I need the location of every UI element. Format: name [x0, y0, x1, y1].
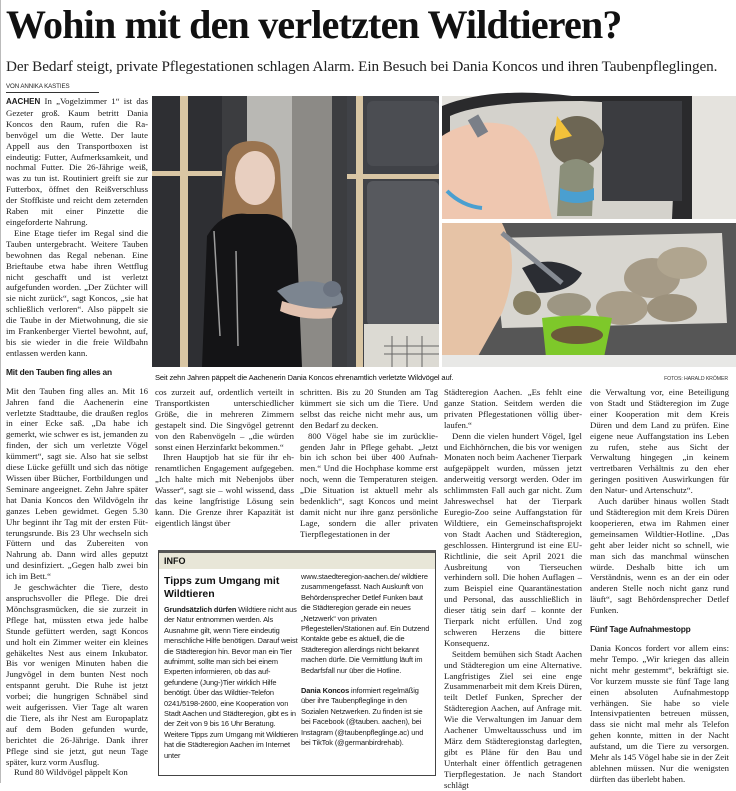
paragraph: Mit den Tauben fing alles an. Mit 16 Jahren fand die Aachenerin eine verletzte Stadttaube, die draußen reglos in einer Ecke saß. „Da habe ich gemerkt, wie schwer es ist, jemanden zu finden, der sich um verletzte Vögel kümmert“, sagt sie. Also hat sie selbst diese Lücke gefüllt und sich das nötige Wissen über Bücher, Fortbildungen und Seminare angeeignet. Zehn Jahre später hat Dania Koncos den Wildvögeln ihr ganzes Leben gewidmet. Gegen 5.30 Uhr beginnt ihr Tag mit der ersten Fütterungsrunde. Bis 23 Uhr wechseln sich Füttern und das Zubereiten von Nahrung ab. Dann wird alles geputzt und desinfiziert. „Gegen halb zwei bin ich im Bett.“ [6, 385, 148, 582]
info-lead: Dania Koncos [301, 686, 350, 696]
photo-woman-image [152, 96, 439, 367]
article-column-1 [6, 96, 148, 778]
paragraph: die Verwaltung vor, eine Beteiligung von Stadt und Städteregion im Zuge einer Kooperation mit dem Kreis Düren und dem Land zu prüfen. Eine eigene neue Auffangstation ins Leben zu rufen, stehe aus Sicht der Verwaltung hingegen „in keinem vertretbaren Verhältnis zu den eher geringen positiven Auswirkungen für den Natur- und Artenschutz“. [590, 387, 729, 496]
info-box [158, 550, 436, 776]
paragraph: Denn die vielen hundert Vögel, Igel und Eichhörnchen, die bis vor wenigen Monaten noch beim Aachener Tierpark aufgepäppelt wurden, müssen jetzt anderweitig versorgt werden. Oder im schlimmsten Fall auch gar nicht. Zum Jahreswechsel hat der Tierpark Euregio-Zoo seine Auffangstation für Wildtiere, ein Gemeinschaftsprojekt von Stadt Aachen und Städteregion, geschlossen. Hintergrund ist eine EU-Richtlinie, die seit April 2021 die Ausbreitung von Tierseuchen verhindern soll. Die hohen Auflagen – zum Beispiel eine Quarantänestation und Personal, das ausschließlich in dieser tätig sein darf – konnte der Tierpark nicht erfüllen. Und zog schweren Herzens die bittere Konsequenz. [444, 430, 582, 648]
section-heading: Mit den Tauben fing alles an [6, 366, 112, 377]
paragraph: Seitdem bemühen sich Stadt Aachen und Städteregion um eine Alternative. Langfristiges Ziel sei eine enge Zusammenarbeit mit dem Kreis Düren, teilt Detlef Funken, Sprecher der Städteregion Aachen, auf Anfrage mit. Wie die Verwaltungen im Januar dem Aachener Umweltausschuss und im März dem Städteregionstag darlegten, gibt es Pläne für den Bau und Unterhalt einer öffentlich getragenen Tierpflegestation. Je nach Standort schlägt [444, 648, 582, 790]
paragraph: 800 Vögel habe sie im zurückliegenden Jahr in Pflege gehabt. „Jetzt bin ich schon bei über 400 Aufnahmen.“ Und die Hochphase komme erst noch, wenn die Temperaturen steigen. „Die Situation ist aktuell mehr als bedenklich“, sagt Koncos und meint damit nicht nur ihre ganz persönliche Lage, sondern die aller privaten Tierpflegestationen in der [300, 430, 438, 539]
paragraph: Städteregion Aachen. „Es fehlt eine ganze Station. Seitdem werden die privaten Pflegestationen völlig überlaufen.“ [444, 387, 582, 430]
photo-woman-with-pigeon [152, 96, 439, 367]
section-heading: Fünf Tage Aufnahmestopp [590, 624, 691, 635]
article-column-2 [155, 387, 294, 529]
article-column-4 [444, 387, 582, 791]
subheadline: Der Bedarf steigt, private Pflegestationen schlagen Alarm. Ein Besuch bei Dania Koncos und ihren Taubenpfleglingen. [6, 58, 718, 75]
headline: Wohin mit den verletzten Wildtieren? [6, 2, 622, 47]
paragraph: Auch darüber hinaus wollen Stadt und Städteregion mit dem Kreis Düren kooperieren, etwa im Rahmen einer gemeinsamen Wildtier-Hotline. „Das geht aber leider nicht so schnell, wie man sich das manchmal wünschen würde. Deshalb bitte ich um Verständnis, wenn es an der ein oder anderen Stelle noch nicht ganz rund läuft“, sagt Behördensprecher Detlef Funken. [590, 496, 729, 616]
photo-caption: Seit zehn Jahren päppelt die Aachenerin Dania Koncos ehrenamtlich verletzte Wildvögel auf. [155, 373, 454, 382]
paragraph: Rund 80 Wildvögel päppelt Kon [14, 767, 128, 778]
paragraph: cos zurzeit auf, ordentlich verteilt in Transportkisten unterschiedlicher Größe, die in mehreren Zimmern gestapelt sind. Die Singvögel getrennt von den Rabenvögeln – „die würden sonst einen Herzinfarkt bekommen.“ [155, 387, 294, 452]
byline: VON ANNIKA KASTIES [6, 83, 99, 93]
info-text: Wildtiere nicht aus der Natur entnommen werden. Als Ausnahme gilt, wenn Tiere eindeutig menschliche Hilfe benötigen. Darauf weist die Städteregion hin. Bevor man ein Tier aufnimmt, sollte man sich bei einem Experten informieren, ob das aufgefundene (Jung-)Tier wirklich Hilfe benötigt. Über das Wildtier-Telefon 0241/5198-2600, eine Kooperation von Stadt Aachen und Städteregion, gibt es in der Zeit von 9 bis 16 Uhr Beratung. Weitere Tipps zum Umgang mit Wildtieren hat die Städteregion Aachen im Internet unter [164, 605, 298, 760]
paragraph: Dania Koncos fordert vor allem eins: mehr Tempo. „Wir kriegen das allein nicht mehr gestemmt“, bekräftigt sie. Vor kurzem musste sie fünf Tage lang einen absoluten Aufnahmestopp verhängen. Sie habe so viele Intensivpatienten betreuen müssen, dass sie nicht mal mehr als Telefon gehen konnte, mitten in der Nacht aufstand, um die Tiere zu versorgen. Mehr als 145 Vögel habe sie in der Zeit ablehnen müssen. Nur die wenigsten dürften das überlebt haben. [590, 643, 729, 784]
paragraph: Ihren Hauptjob hat sie für ihr ehrenamtlichen Engagement aufgegeben. „Ich halte mich mit Nebenjobs über Wasser“, sagt sie – wohl wissend, dass das keine langfristige Lösung sein kann. Die Grenze ihrer Kapazität ist eigentlich längst über [155, 452, 294, 528]
photo-sparrows-image [442, 223, 736, 367]
info-box-label: INFO [159, 553, 435, 569]
info-lead: Grundsätzlich dürfen [164, 605, 237, 614]
paragraph: schritten. Bis zu 20 Stunden am Tag kümmert sie sich um die Tiere. Und selbst das reiche nicht mehr aus, um den Bedarf zu decken. [300, 387, 438, 430]
photo-raven-image [442, 96, 736, 219]
paragraph: Je geschwächter die Tiere, desto anspruchsvoller die Pflege. Die drei Mönchsgrasmücken, die sie zurzeit in Pflege hat, müssten etwa jede halbe Stunde gefüttert werden, sagt Koncos und holt ein Zimmer weiter ein kleines gehäkeltes Nest aus einem Inkubator. Bis vor wenigen Minuten haben die Jungvögel in dem bunten Nest noch entspannt geruht. Die Ruhe ist jetzt vorbei; die hungrigen Schnäbel sind weit aufgerissen. Vier Tage alt waren die Tiere, als ihr Nest am Europaplatz auf dem Boden gefunden wurde, berichtet die 26-Jährige. Dank ihrer Pflege sind sie jetzt, gut neun Tage später, kurz vorm Ausflug. [6, 582, 148, 767]
article-column-3 [300, 387, 438, 540]
info-box-column-2 [301, 572, 433, 749]
paragraph-text: In „Vogelzimmer 1“ ist das Gezeter groß. Kaum betritt Dania Koncos den Raum, rufen die Rabenvögel um die Wette. Der laute Appell aus den Transportboxen ist eindeutig: Futter, Aufmerksamkeit, und nochmal Futter. Die 26-Jährige weiß, was zu tun ist. Routiniert greift sie zur Futterbox, öffnet den Reißverschluss der Stoffkiste und reicht dem zeternden Raben mit einer Pinzette die eingeforderte Nahrung. [6, 96, 149, 227]
photo-feeding-sparrows [442, 223, 736, 367]
dateline: AACHEN [6, 97, 41, 106]
info-box-column-1 [164, 605, 298, 761]
info-text: informiert regelmäßig über ihre Taubenpfleglinge in den Sozialen Netzwerken. Zu finden ist sie bei Facebook (@tauben. aachen), bei Instagram (@taubenpfleglinge.ac) und bei TikTok (@germanbirdrehab). [301, 686, 424, 748]
column-rule [0, 0, 1, 783]
article-column-5 [590, 387, 729, 785]
photo-feeding-raven [442, 96, 736, 219]
paragraph: Eine Etage tiefer im Regal sind die Tauben untergebracht. Weitere Tauben bewohnen das Regal nebenan. Eine Brieftaube etwa habe ihren Wettflug nicht geschafft und ist verletzt aufgefunden worden. „Der Züchter will sie nicht zurück“, sagt Koncos, „sie hat schließlich verloren“. Also päppelt sie die Taube in der Mietwohnung, die sie im Frankenberger Viertel bewohnt, auf, bis sie wieder in die freie Wildbahn entlassen werden kann. [6, 227, 148, 358]
paragraph [6, 96, 148, 228]
photo-credit: FOTOS: HARALD KRÖMER [664, 376, 728, 382]
info-text: www.staedteregion-aachen.de/ wildtiere zusammengefasst. Nach Auskunft von Behördensprecher Detlef Funken baut die Städteregion gerade ein neues „Netzwerk“ von privaten Pflegestellen/Stationen auf. Ein Dutzend Kontakte gebe es aktuell, die die Städteregion allerdings nicht bekannt machen dürfe. Die Vermittlung läuft im Bedarfsfall nur über die Hotline. [301, 572, 430, 675]
photo-collage [152, 96, 736, 367]
info-box-title: Tipps zum Umgang mit Wildtieren [164, 575, 280, 600]
